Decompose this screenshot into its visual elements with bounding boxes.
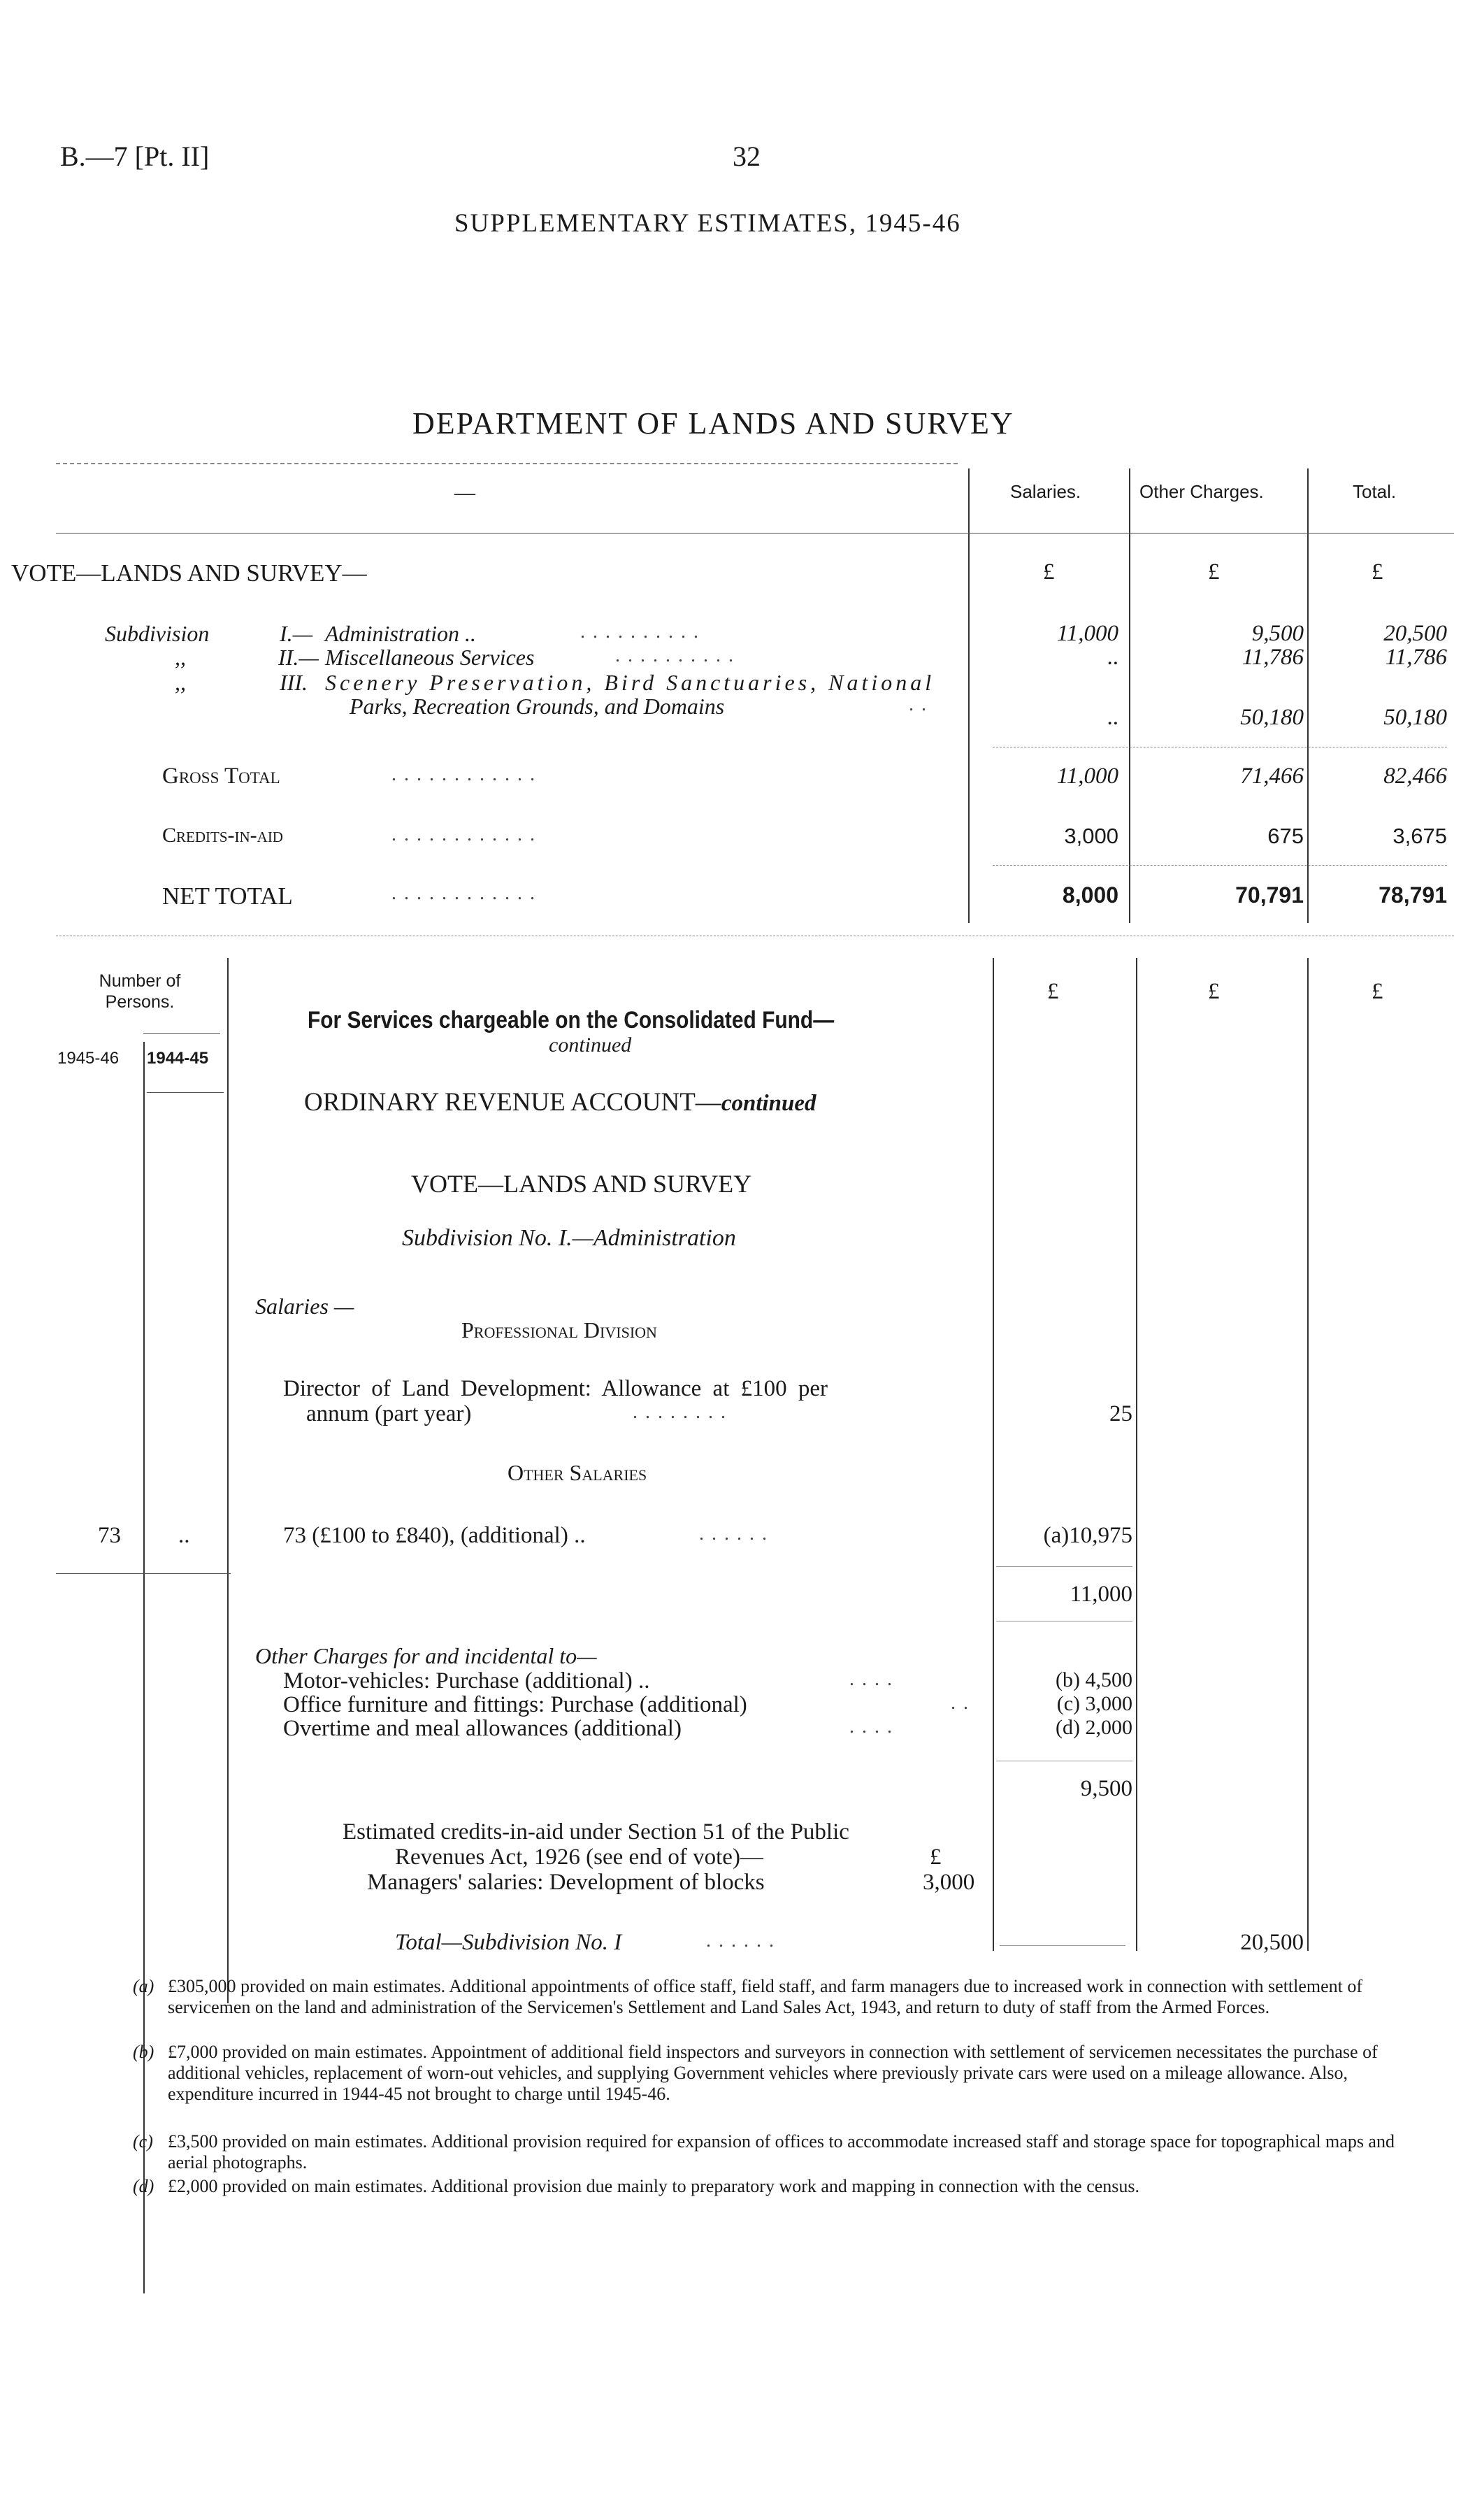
detail-vote-heading: VOTE—LANDS AND SURVEY <box>411 1170 752 1198</box>
summary-col-divider-3 <box>1307 468 1309 923</box>
summary-salaries-value: .. <box>1107 645 1118 670</box>
summary-top-rule <box>56 463 958 464</box>
footnote-label: (d) <box>133 2176 154 2196</box>
page-title: SUPPLEMENTARY ESTIMATES, 1945-46 <box>454 209 961 238</box>
leader-dots: . . . . <box>849 1668 893 1690</box>
vote-heading: VOTE—LANDS AND SURVEY— <box>11 559 367 587</box>
footnote-text: £7,000 provided on main estimates. Appointment of additional field inspectors and surveyors in connection with settlement of servicemen necessitates the purchase of additional vehicles, replacement of worn-out vehicles, and supplying Government vehicles where previously private cars were used on a mileage allowance. Also, expenditure incurred in 1944-45 not brought to charge until 1945-46. <box>168 2042 1378 2104</box>
footnote-text: £305,000 provided on main estimates. Additional appointments of office staff, field staff, and farm managers due to increased work in connection with settlement of servicemen on the land and administration of the Servicemen's Settlement and Land Sales Act, 1943, and return to duty of staff from the Armed Forces. <box>168 1976 1363 2017</box>
credits-in-aid-line3: Managers' salaries: Development of blocks <box>367 1870 765 1895</box>
subdivision-total-amount: 20,500 <box>1240 1930 1304 1955</box>
charge-amount: (c) 3,000 <box>1056 1692 1132 1715</box>
ordinary-revenue-heading <box>304 1087 816 1117</box>
ordinary-revenue-continued: continued <box>721 1091 816 1116</box>
detail-col-divider-2 <box>1136 958 1137 1951</box>
leader-dots: . . . . . . . . . . . . <box>391 882 536 904</box>
detail-col-divider-1 <box>993 958 994 1951</box>
charges-subtotal: 9,500 <box>1080 1776 1132 1801</box>
leader-dots: . . <box>909 694 928 715</box>
subdivision-prefix: Subdivision <box>105 621 210 646</box>
summary-total-value: 20,500 <box>1383 621 1447 646</box>
leader-dots: . . . . . . <box>699 1523 768 1545</box>
page-number: 32 <box>733 141 761 172</box>
leader-dots: . . . . . . . . . . <box>615 645 735 666</box>
subdivision-num: I.— <box>280 621 313 646</box>
summary-currency-salaries: £ <box>1043 559 1055 585</box>
subdivision-prefix: ,, <box>175 645 186 670</box>
subdivision-num: II.— <box>278 645 319 670</box>
summary-col-blank: — <box>454 481 475 504</box>
detail-currency-other: £ <box>1208 979 1220 1004</box>
summary-col-salaries: Salaries. <box>1010 481 1081 502</box>
footnote-text: £2,000 provided on main estimates. Additional provision due mainly to preparatory work and mapping in connection with the census. <box>168 2176 1140 2196</box>
leader-dots: . . . . . . <box>706 1930 775 1952</box>
consolidated-fund-continued: continued <box>549 1033 632 1057</box>
summary-salaries-value: 11,000 <box>1056 621 1118 646</box>
other-salaries-heading: Other Salaries <box>508 1460 647 1485</box>
footnote-c <box>133 2131 1405 2173</box>
department-title: DEPARTMENT OF LANDS AND SURVEY <box>412 406 1014 441</box>
salaries-subtotal-top-rule <box>996 1566 1132 1567</box>
leader-dots: . . . . . . . . . . . . <box>391 824 536 845</box>
number-of-persons-label: Number of Persons. <box>99 971 181 1012</box>
subdivision-label-continued: Parks, Recreation Grounds, and Domains <box>350 694 725 719</box>
detail-currency-salaries: £ <box>1047 979 1059 1004</box>
professional-division-heading: Professional Division <box>461 1317 657 1343</box>
credits-in-aid-currency: £ <box>930 1845 942 1870</box>
subdivision-heading: Subdivision No. I.—Administration <box>402 1225 736 1251</box>
charge-amount: (b) 4,500 <box>1056 1668 1132 1691</box>
summary-salaries-value: .. <box>1107 705 1118 730</box>
gross-total-label: Gross Total <box>162 764 280 789</box>
year-1945-46: 1945-46 <box>57 1049 120 1068</box>
leader-dots: . . . . . . . . . . <box>580 621 700 643</box>
detail-currency-total: £ <box>1372 979 1383 1004</box>
detail-col-divider-3 <box>1307 958 1309 1951</box>
summary-other-value: 9,500 <box>1251 621 1304 646</box>
persons-header-rule <box>143 1033 220 1034</box>
charge-label: Motor-vehicles: Purchase (additional) .. <box>283 1668 650 1694</box>
leader-dots: . . . . . . . . . . . . <box>391 764 536 785</box>
summary-total-value: 50,180 <box>1383 705 1447 730</box>
credits-other-value: 675 <box>1267 824 1304 848</box>
charge-amount: (d) 2,000 <box>1056 1716 1132 1739</box>
footnote-label: (c) <box>133 2131 153 2152</box>
summary-col-total: Total. <box>1353 481 1397 502</box>
summary-col-divider-1 <box>968 468 970 923</box>
footnote-b <box>133 2042 1405 2105</box>
year-header-rule <box>147 1092 224 1093</box>
summary-col-other: Other Charges. <box>1139 481 1264 502</box>
summary-other-value: 50,180 <box>1240 705 1304 730</box>
credits-total-value: 3,675 <box>1393 824 1447 848</box>
subdivision-label: Miscellaneous Services <box>325 645 535 670</box>
persons-bottom-rule <box>56 1573 231 1574</box>
charge-label: Overtime and meal allowances (additional) <box>283 1716 682 1741</box>
footnote-text: £3,500 provided on main estimates. Additional provision required for expansion of offices to accommodate increased staff and storage space for topographical maps and aerial photographs. <box>168 2131 1395 2172</box>
summary-currency-total: £ <box>1372 559 1383 585</box>
summary-other-value: 11,786 <box>1242 645 1304 670</box>
credits-in-aid-amount: 3,000 <box>923 1870 975 1895</box>
consolidated-fund-heading: For Services chargeable on the Consolidated Fund— <box>308 1007 835 1033</box>
gross-total-value: 82,466 <box>1383 764 1447 789</box>
net-total-value: 78,791 <box>1379 882 1447 908</box>
detail-left-divider <box>227 958 229 2003</box>
year-col-divider <box>143 1042 145 2293</box>
staff-persons-1945: 73 <box>98 1523 121 1548</box>
gross-other-value: 71,466 <box>1240 764 1304 789</box>
director-allowance-amount: 25 <box>1109 1401 1132 1426</box>
staff-salaries-amount: (a)10,975 <box>1043 1523 1132 1548</box>
net-salaries-value: 8,000 <box>1062 882 1118 908</box>
summary-header-rule <box>56 533 1454 534</box>
summary-currency-other: £ <box>1208 559 1220 585</box>
subdivision-label: Administration .. <box>325 621 477 646</box>
subdivision-total-label: Total—Subdivision No. I <box>395 1930 622 1955</box>
credits-in-aid-line2: Revenues Act, 1926 (see end of vote)— <box>395 1845 763 1870</box>
charge-label: Office furniture and fittings: Purchase (additional) <box>283 1692 747 1717</box>
leader-dots: . . . . . . . . <box>633 1401 727 1423</box>
ordinary-revenue-title: ORDINARY REVENUE ACCOUNT— <box>304 1088 721 1117</box>
net-other-value: 70,791 <box>1235 882 1304 908</box>
summary-total-value: 11,786 <box>1385 645 1447 670</box>
footnote-a <box>133 1976 1405 2018</box>
year-1944-45: 1944-45 <box>147 1049 209 1068</box>
leader-dots: . . . . <box>849 1716 893 1738</box>
footnote-label: (b) <box>133 2042 154 2062</box>
salaries-label: Salaries — <box>255 1294 354 1319</box>
gross-salaries-value: 11,000 <box>1056 764 1118 789</box>
salaries-subtotal: 11,000 <box>1070 1582 1132 1607</box>
footnote-d <box>133 2176 1405 2197</box>
leader-dots: . . <box>951 1692 970 1714</box>
director-allowance-line1: Director of Land Development: Allowance at £100 per <box>283 1376 828 1401</box>
subdivision-num: III. <box>280 670 308 695</box>
subdivision-prefix: ,, <box>175 670 186 695</box>
summary-col-divider-2 <box>1129 468 1130 923</box>
credits-salaries-value: 3,000 <box>1064 824 1118 848</box>
footnote-label: (a) <box>133 1976 154 1996</box>
other-charges-heading: Other Charges for and incidental to— <box>255 1643 597 1668</box>
subdivision-label: Scenery Preservation, Bird Sanctuaries, National <box>325 670 935 695</box>
total-left-rule <box>1000 1945 1125 1946</box>
credits-in-aid-label: Credits-in-aid <box>162 824 283 847</box>
document-ref: B.—7 [Pt. II] <box>60 141 210 172</box>
director-allowance-line2: annum (part year) <box>306 1401 472 1426</box>
net-total-rule <box>993 865 1447 866</box>
staff-persons-1944: .. <box>178 1523 190 1548</box>
staff-salaries-label: 73 (£100 to £840), (additional) .. <box>283 1523 586 1548</box>
credits-in-aid-line1: Estimated credits-in-aid under Section 51 of the Public <box>343 1819 849 1845</box>
net-total-label: NET TOTAL <box>162 882 293 910</box>
